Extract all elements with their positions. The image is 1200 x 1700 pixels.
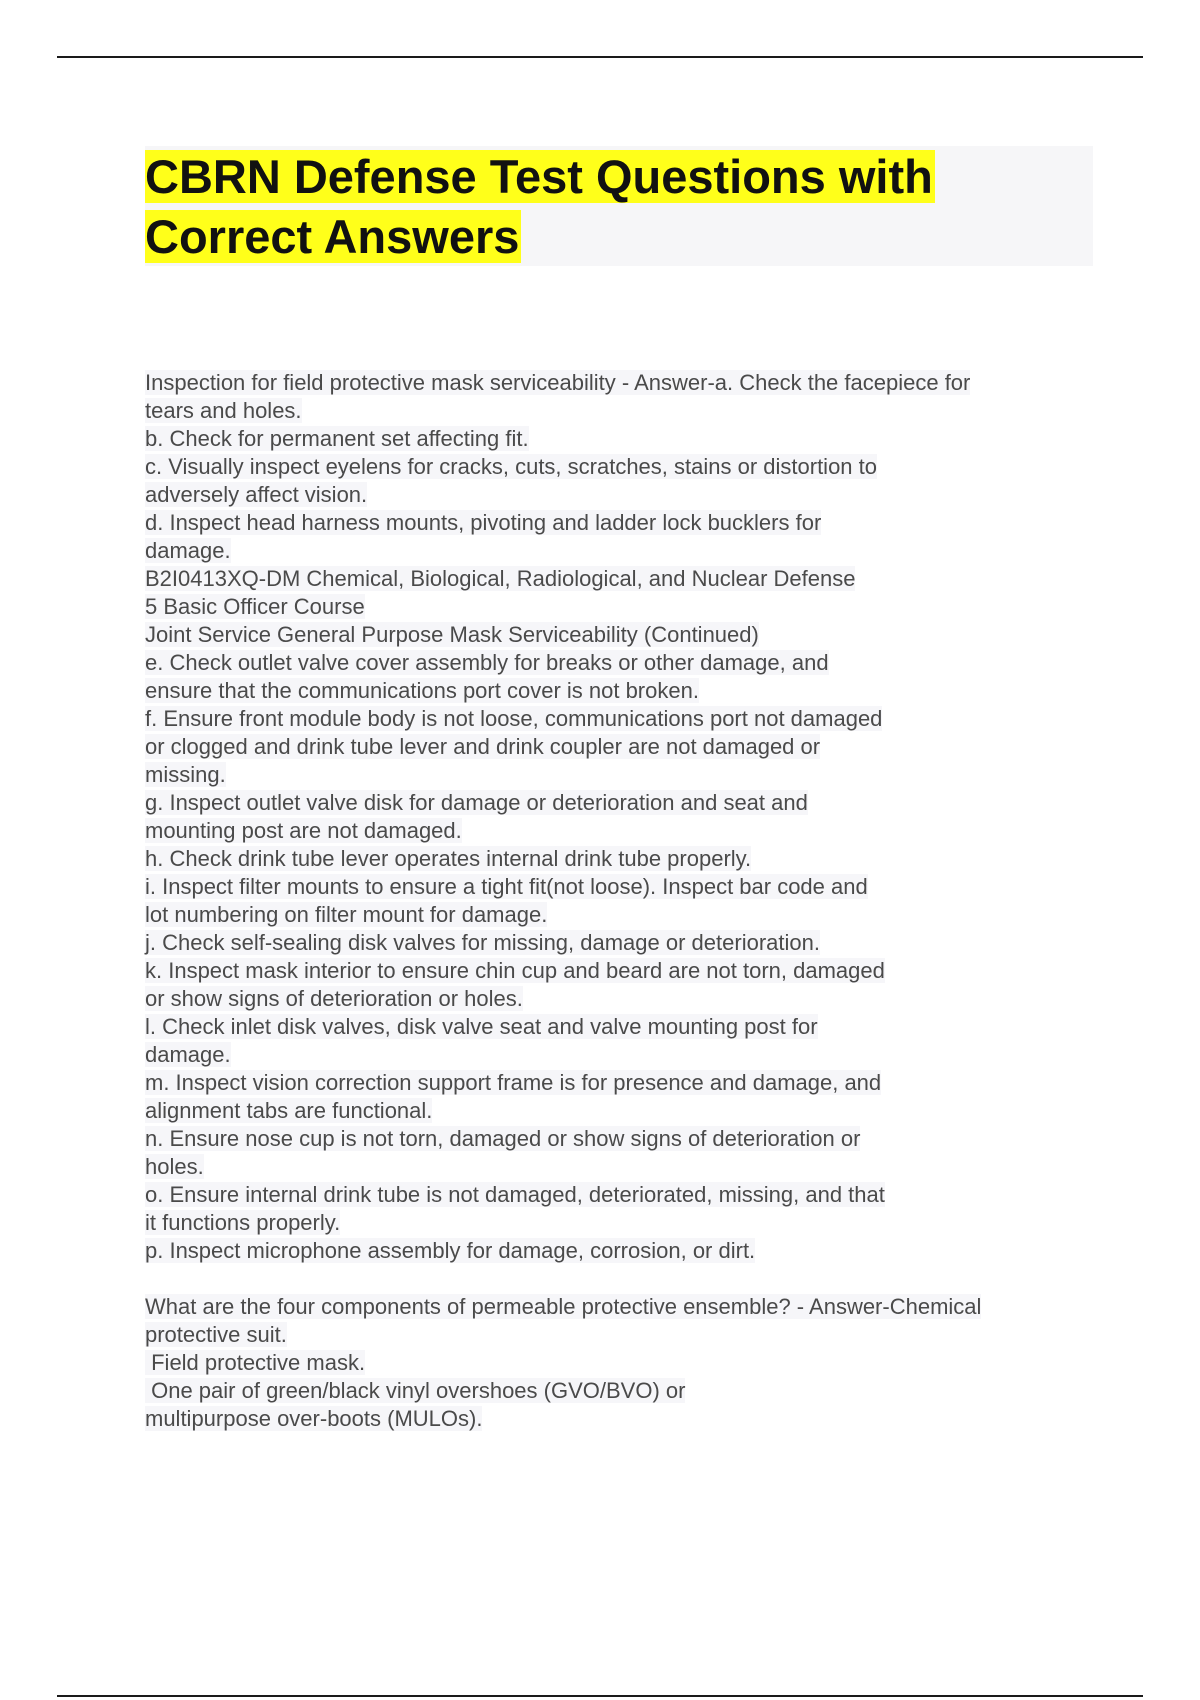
top-divider <box>57 56 1143 58</box>
text-line-content: p. Inspect microphone assembly for damage, corrosion, or dirt. <box>145 1238 756 1263</box>
text-line-content: g. Inspect outlet valve disk for damage or deterioration and seat and <box>145 790 808 815</box>
text-line-content: damage. <box>145 1042 231 1067</box>
text-line-content: or clogged and drink tube lever and drink coupler are not damaged or <box>145 734 821 759</box>
text-line <box>145 1293 1085 1321</box>
text-line-content: lot numbering on filter mount for damage. <box>145 902 548 927</box>
text-line-content: B2I0413XQ-DM Chemical, Biological, Radiological, and Nuclear Defense <box>145 566 856 591</box>
text-line-content: m. Inspect vision correction support frame is for presence and damage, and <box>145 1070 882 1095</box>
text-line-content: h. Check drink tube lever operates internal drink tube properly. <box>145 846 752 871</box>
text-line-content: mounting post are not damaged. <box>145 818 462 843</box>
text-line <box>145 789 1085 817</box>
text-line-content: n. Ensure nose cup is not torn, damaged or show signs of deterioration or <box>145 1126 861 1151</box>
text-line <box>145 1125 1085 1153</box>
title-line-2: Correct Answers <box>145 210 520 263</box>
text-line <box>145 537 1085 565</box>
text-line <box>145 677 1085 705</box>
text-line <box>145 1209 1085 1237</box>
text-line <box>145 1041 1085 1069</box>
paragraph-gap <box>145 1265 1085 1293</box>
text-line <box>145 1237 1085 1265</box>
text-line <box>145 985 1085 1013</box>
text-line-content: One pair of green/black vinyl overshoes (GVO/BVO) or <box>145 1378 686 1403</box>
title-line-1: CBRN Defense Test Questions with <box>145 150 933 203</box>
text-line <box>145 649 1085 677</box>
text-line-content: o. Ensure internal drink tube is not damaged, deteriorated, missing, and that <box>145 1182 885 1207</box>
question-block-ensemble-components <box>145 1293 1085 1433</box>
text-line-content: f. Ensure front module body is not loose, communications port not damaged <box>145 706 883 731</box>
question-block-mask-inspection <box>145 369 1085 1265</box>
text-line <box>145 397 1085 425</box>
text-line-content: 5 Basic Officer Course <box>145 594 365 619</box>
text-line <box>145 873 1085 901</box>
text-line <box>145 1181 1085 1209</box>
text-line-content: adversely affect vision. <box>145 482 368 507</box>
text-line-content: tears and holes. <box>145 398 302 423</box>
text-line <box>145 1349 1085 1377</box>
text-line <box>145 453 1085 481</box>
text-line <box>145 621 1085 649</box>
text-line-content: l. Check inlet disk valves, disk valve seat and valve mounting post for <box>145 1014 818 1039</box>
text-line-content: e. Check outlet valve cover assembly for breaks or other damage, and <box>145 650 829 675</box>
text-line-content: b. Check for permanent set affecting fit. <box>145 426 529 451</box>
text-line <box>145 593 1085 621</box>
text-line-content: protective suit. <box>145 1322 287 1347</box>
text-line-content: Inspection for field protective mask serviceability - Answer-a. Check the facepiece for <box>145 370 971 395</box>
text-line-content: or show signs of deterioration or holes. <box>145 986 523 1011</box>
text-line-content: j. Check self-sealing disk valves for missing, damage or deterioration. <box>145 930 820 955</box>
text-line <box>145 1153 1085 1181</box>
text-line <box>145 1405 1085 1433</box>
text-line-content: missing. <box>145 762 226 787</box>
text-line-content: ensure that the communications port cover is not broken. <box>145 678 699 703</box>
text-line <box>145 369 1085 397</box>
text-line <box>145 733 1085 761</box>
text-line-content: holes. <box>145 1154 204 1179</box>
text-line <box>145 425 1085 453</box>
text-line <box>145 1069 1085 1097</box>
text-line <box>145 817 1085 845</box>
text-line-content: damage. <box>145 538 231 563</box>
text-line-content: k. Inspect mask interior to ensure chin cup and beard are not torn, damaged <box>145 958 885 983</box>
text-line <box>145 509 1085 537</box>
bottom-divider <box>57 1695 1143 1697</box>
text-line-content: d. Inspect head harness mounts, pivoting and ladder lock bucklers for <box>145 510 822 535</box>
text-line <box>145 957 1085 985</box>
text-line <box>145 845 1085 873</box>
text-line-content: it functions properly. <box>145 1210 341 1235</box>
text-line <box>145 1377 1085 1405</box>
text-line <box>145 565 1085 593</box>
text-line <box>145 705 1085 733</box>
document-body <box>145 369 1085 1433</box>
document-title <box>145 147 1075 267</box>
text-line <box>145 1321 1085 1349</box>
text-line-content: i. Inspect filter mounts to ensure a tight fit(not loose). Inspect bar code and <box>145 874 868 899</box>
text-line <box>145 761 1085 789</box>
text-line <box>145 1013 1085 1041</box>
text-line-content: multipurpose over-boots (MULOs). <box>145 1406 483 1431</box>
text-line <box>145 901 1085 929</box>
text-line-content: c. Visually inspect eyelens for cracks, cuts, scratches, stains or distortion to <box>145 454 878 479</box>
text-line <box>145 1097 1085 1125</box>
text-line-content: Field protective mask. <box>145 1350 366 1375</box>
text-line <box>145 481 1085 509</box>
text-line-content: Joint Service General Purpose Mask Serviceability (Continued) <box>145 622 759 647</box>
text-line-content: What are the four components of permeable protective ensemble? - Answer-Chemical <box>145 1294 982 1319</box>
text-line <box>145 929 1085 957</box>
text-line-content: alignment tabs are functional. <box>145 1098 433 1123</box>
